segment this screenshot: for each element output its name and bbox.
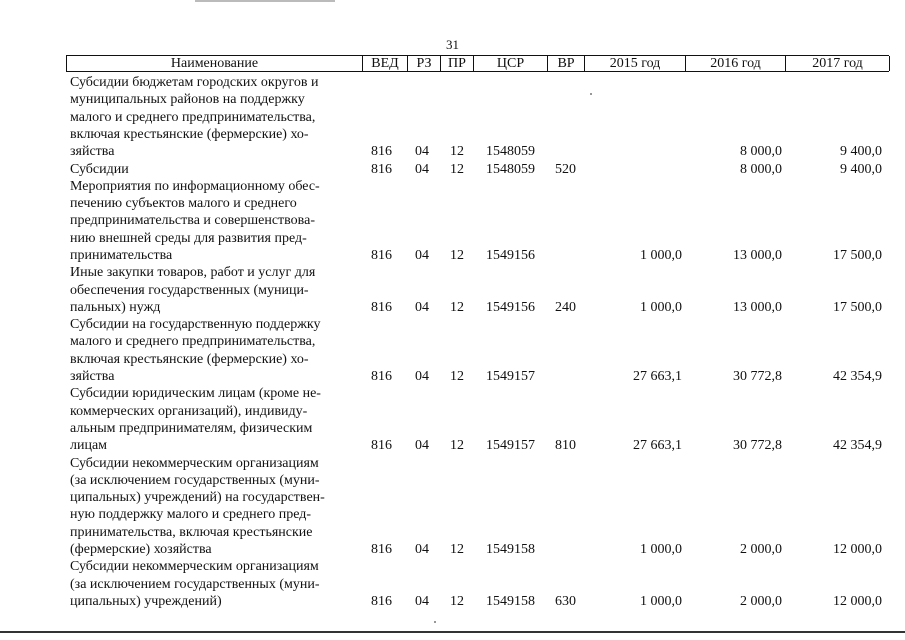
cell-2015: 1 000,0: [640, 299, 682, 315]
cell-2017: 12 000,0: [833, 593, 882, 609]
cell-ved: 816: [371, 593, 392, 609]
row-name-line: малого и среднего предпринимательства,: [70, 109, 316, 125]
row-name-line: принимательства, включая крестьянские: [70, 524, 313, 540]
row-name: [70, 161, 360, 178]
cell-2017: 17 500,0: [833, 247, 882, 263]
cell-vr: 240: [555, 299, 576, 315]
row-name-line: включая крестьянские (фермерские) хо-: [70, 351, 309, 367]
row-name-line: ципальных) учреждений): [70, 593, 222, 609]
scan-top-edge-mark: [195, 0, 335, 2]
header-2015: 2015 год: [585, 56, 686, 71]
cell-2016: 13 000,0: [733, 299, 782, 315]
row-name-line: (за исключением государственных (муни-: [70, 576, 320, 592]
cell-csr: 1548059: [486, 161, 535, 177]
cell-2015: 1 000,0: [640, 593, 682, 609]
header-rz: РЗ: [408, 56, 441, 71]
page-number: 31: [446, 37, 459, 52]
cell-rz: 04: [415, 542, 429, 558]
cell-rz: 04: [415, 438, 429, 454]
row-name-line: принимательства: [70, 247, 173, 263]
row-name-line: муниципальных районов на поддержку: [70, 92, 305, 108]
cell-rz: 04: [415, 144, 429, 160]
cell-pr: 12: [450, 593, 464, 609]
cell-ved: 816: [371, 542, 392, 558]
cell-2016: 8 000,0: [740, 144, 782, 160]
row-name-line: печению субъектов малого и среднего: [70, 196, 297, 212]
cell-2016: 13 000,0: [733, 247, 782, 263]
cell-vr: 630: [555, 593, 576, 609]
row-name-line: зяйства: [70, 369, 115, 385]
cell-rz: 04: [415, 247, 429, 263]
cell-2017: 42 354,9: [833, 438, 882, 454]
row-name: [70, 558, 360, 610]
row-name-line: Иные закупки товаров, работ и услуг для: [70, 265, 316, 281]
cell-ved: 816: [371, 369, 392, 385]
row-name-line: Субсидии некоммерческим организациям: [70, 559, 319, 575]
cell-csr: 1549158: [486, 542, 535, 558]
cell-2017: 42 354,9: [833, 369, 882, 385]
row-name-line: малого и среднего предпринимательства,: [70, 334, 316, 350]
cell-2015: 27 663,1: [633, 438, 682, 454]
scan-speck: [434, 621, 436, 623]
row-name: [70, 385, 360, 454]
cell-2017: 9 400,0: [840, 144, 882, 160]
cell-rz: 04: [415, 593, 429, 609]
row-name-line: ную поддержку малого и среднего пред-: [70, 507, 312, 523]
cell-2015: 1 000,0: [640, 247, 682, 263]
header-vr: ВР: [548, 56, 585, 71]
cell-vr: 810: [555, 438, 576, 454]
cell-2016: 2 000,0: [740, 542, 782, 558]
cell-rz: 04: [415, 369, 429, 385]
cell-csr: 1549156: [486, 299, 535, 315]
row-name-line: лицам: [70, 438, 108, 454]
table-row: [0, 385, 905, 454]
row-name-line: пальных) нужд: [70, 299, 161, 315]
table-row: [0, 455, 905, 559]
row-name: [70, 316, 360, 385]
cell-ved: 816: [371, 299, 392, 315]
table-row: [0, 316, 905, 385]
row-name-line: Мероприятия по информационному обес-: [70, 178, 320, 194]
cell-ved: 816: [371, 247, 392, 263]
scan-bottom-edge: [0, 631, 905, 633]
row-name: [70, 178, 360, 264]
cell-rz: 04: [415, 161, 429, 177]
cell-pr: 12: [450, 299, 464, 315]
row-name: [70, 455, 360, 559]
header-2016: 2016 год: [686, 56, 786, 71]
cell-2016: 30 772,8: [733, 369, 782, 385]
cell-2017: 17 500,0: [833, 299, 882, 315]
row-name-line: предпринимательства и совершенствова-: [70, 213, 315, 229]
header-pr: ПР: [441, 56, 474, 71]
header-2017: 2017 год: [786, 56, 890, 71]
row-name-line: Субсидии: [70, 161, 129, 177]
cell-vr: 520: [555, 161, 576, 177]
cell-2015: 1 000,0: [640, 542, 682, 558]
row-name-line: обеспечения государственных (муници-: [70, 282, 309, 298]
cell-2016: 8 000,0: [740, 161, 782, 177]
cell-2017: 12 000,0: [833, 542, 882, 558]
table-header-row: [66, 55, 889, 72]
cell-pr: 12: [450, 369, 464, 385]
row-name-line: Субсидии бюджетам городских округов и: [70, 75, 319, 90]
cell-ved: 816: [371, 144, 392, 160]
row-name-line: включая крестьянские (фермерские) хо-: [70, 126, 309, 142]
cell-csr: 1548059: [486, 144, 535, 160]
row-name-line: Субсидии юридическим лицам (кроме не-: [70, 386, 321, 402]
cell-csr: 1549156: [486, 247, 535, 263]
row-name: [70, 264, 360, 316]
cell-2016: 2 000,0: [740, 593, 782, 609]
cell-csr: 1549158: [486, 593, 535, 609]
scan-speck: [590, 93, 592, 95]
row-name-line: Субсидии на государственную поддержку: [70, 317, 321, 333]
row-name-line: нию внешней среды для развития пред-: [70, 230, 307, 246]
cell-ved: 816: [371, 161, 392, 177]
cell-pr: 12: [450, 247, 464, 263]
row-name-line: альным предпринимателям, физическим: [70, 420, 313, 436]
cell-csr: 1549157: [486, 438, 535, 454]
row-name: [70, 74, 360, 160]
header-csr: ЦСР: [474, 56, 548, 71]
cell-2017: 9 400,0: [840, 161, 882, 177]
table-row: [0, 161, 905, 178]
cell-pr: 12: [450, 161, 464, 177]
row-name-line: коммерческих организаций), индивиду-: [70, 403, 308, 419]
row-name-line: ципальных) учреждений) на государствен-: [70, 490, 325, 506]
cell-rz: 04: [415, 299, 429, 315]
table-row: [0, 178, 905, 265]
table-row: [0, 264, 905, 316]
header-ved: ВЕД: [363, 56, 408, 71]
cell-2016: 30 772,8: [733, 438, 782, 454]
row-name-line: (за исключением государственных (муни-: [70, 472, 320, 488]
table-row: [0, 74, 905, 161]
cell-2015: 27 663,1: [633, 369, 682, 385]
cell-pr: 12: [450, 144, 464, 160]
table-row: [0, 558, 905, 610]
cell-csr: 1549157: [486, 369, 535, 385]
cell-pr: 12: [450, 542, 464, 558]
cell-pr: 12: [450, 438, 464, 454]
row-name-line: (фермерские) хозяйства: [70, 542, 212, 558]
row-name-line: зяйства: [70, 144, 115, 160]
cell-ved: 816: [371, 438, 392, 454]
row-name-line: Субсидии некоммерческим организациям: [70, 455, 319, 471]
header-name: Наименование: [67, 56, 363, 71]
